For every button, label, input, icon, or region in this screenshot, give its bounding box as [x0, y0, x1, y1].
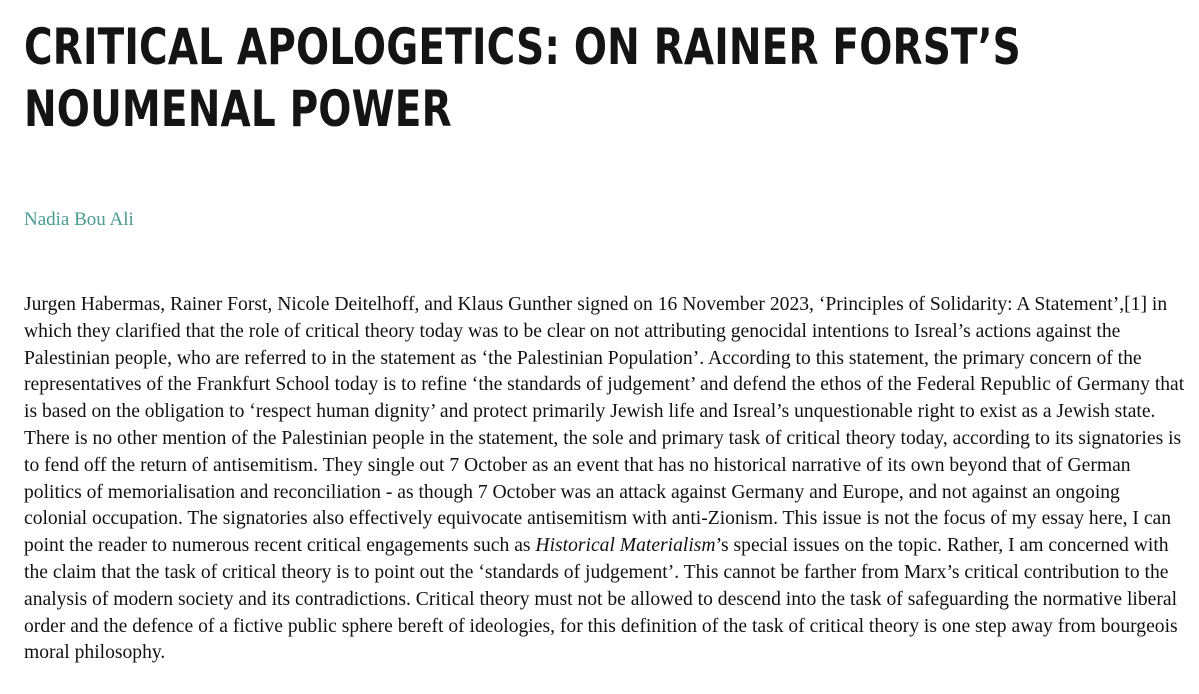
- article-body-paragraph: [24, 292, 1186, 667]
- body-text-part-2: ’s special issues on the topic. Rather, I am concerned with the claim that the task of critical theory is to point out the ‘standards of judgement’. This cannot be farther from Marx’s critical contribution to the analysis of modern society and its contradictions. Critical theory must not be allowed to descend into the task of safeguarding the normative liberal order and the defence of a fictive public sphere bereft of ideologies, for this definition of the task of critical theory is one step away from bourgeois moral philosophy.: [24, 535, 1178, 664]
- body-text-part-1: Jurgen Habermas, Rainer Forst, Nicole Deitelhoff, and Klaus Gunther signed on 16 November 2023, ‘Principles of Solidarity: A Statement’,[1] in which they clarified that the role of critical theory today was to be clear on not attributing genocidal intentions to Isreal’s actions against the Palestinian people, who are referred to in the statement as ‘the Palestinian Population’. According to this statement, the primary concern of the representatives of the Frankfurt School today is to refine ‘the standards of judgement’ and defend the ethos of the Federal Republic of Germany that is based on the obligation to ‘respect human dignity’ and protect primarily Jewish life and Isreal’s unquestionable right to exist as a Jewish state. There is no other mention of the Palestinian people in the statement, the sole and primary task of critical theory today, according to its signatories is to fend off the return of antisemitism. They single out 7 October as an event that has no historical narrative of its own beyond that of German politics of memorialisation and reconciliation - as though 7 October was an attack against Germany and Europe, and not against an ongoing colonial occupation. The signatories also effectively equivocate antisemitism with anti-Zionism. This issue is not the focus of my essay here, I can point the reader to numerous recent critical engagements such as: [24, 294, 1185, 557]
- author-link[interactable]: Nadia Bou Ali: [24, 209, 134, 230]
- journal-title-italic: Historical Materialism: [535, 535, 716, 557]
- article-title: CRITICAL APOLOGETICS: ON RAINER FORST’S NOUMENAL POWER: [24, 18, 1021, 138]
- article: [24, 16, 1185, 664]
